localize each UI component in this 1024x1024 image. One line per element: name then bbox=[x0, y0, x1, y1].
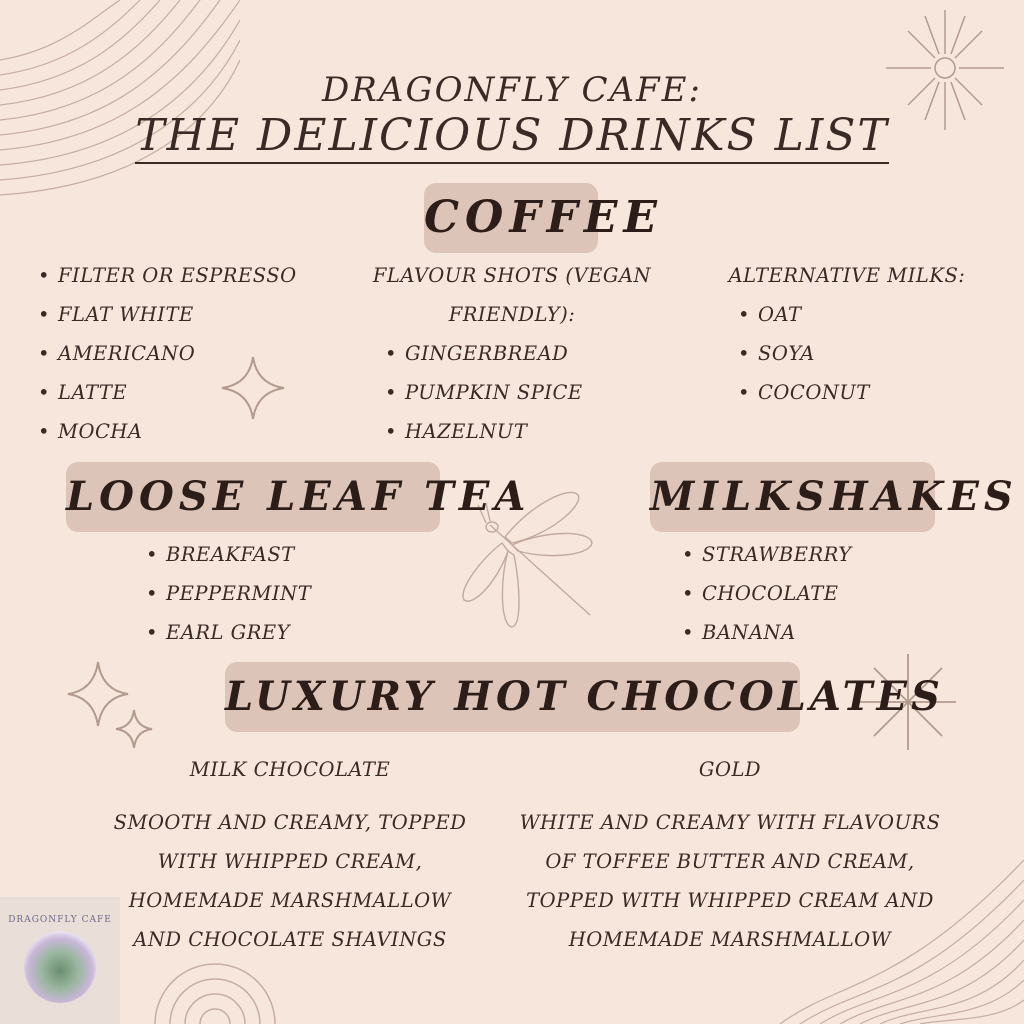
coffee-heading: COFFEE bbox=[424, 183, 598, 253]
list-item: • OAT bbox=[738, 295, 870, 334]
logo-text: DRAGONFLY CAFE bbox=[8, 915, 112, 925]
list-item: • PUMPKIN SPICE bbox=[385, 373, 583, 412]
gold-title: GOLD bbox=[698, 758, 762, 781]
tea-list bbox=[146, 535, 311, 652]
description-line: SMOOTH AND CREAMY, TOPPED bbox=[113, 811, 467, 834]
description-line: WITH WHIPPED CREAM, bbox=[157, 850, 423, 873]
milkshakes-heading: MILKSHAKES bbox=[650, 462, 935, 532]
description-line: OF TOFFEE BUTTER AND CREAM, bbox=[545, 850, 915, 873]
flavour-shots-list bbox=[385, 334, 583, 451]
list-item: • FILTER OR ESPRESSO bbox=[38, 256, 297, 295]
alternative-milks-title: ALTERNATIVE MILKS: bbox=[728, 264, 966, 287]
list-item: • FLAT WHITE bbox=[38, 295, 297, 334]
list-item: • EARL GREY bbox=[146, 613, 311, 652]
sparkle-pair-icon bbox=[66, 660, 156, 750]
list-item: • AMERICANO bbox=[38, 334, 297, 373]
flavour-shots-title-line2: FRIENDLY): bbox=[448, 303, 576, 326]
list-item: • SOYA bbox=[738, 334, 870, 373]
list-item: • MOCHA bbox=[38, 412, 297, 451]
cafe-name-title: DRAGONFLY CAFE: bbox=[322, 70, 702, 110]
alternative-milks-list bbox=[738, 295, 870, 412]
list-item: • CHOCOLATE bbox=[682, 574, 852, 613]
description-line: HOMEMADE MARSHMALLOW bbox=[568, 928, 892, 951]
list-item: • BANANA bbox=[682, 613, 852, 652]
milk-chocolate-title: MILK CHOCOLATE bbox=[189, 758, 391, 781]
tea-heading: LOOSE LEAF TEA bbox=[66, 462, 440, 532]
menu-title-text: THE DELICIOUS DRINKS LIST bbox=[135, 112, 889, 164]
hot-chocolates-heading: LUXURY HOT CHOCOLATES bbox=[225, 662, 800, 732]
list-item: • LATTE bbox=[38, 373, 297, 412]
arcs-bottom bbox=[140, 960, 290, 1024]
milkshakes-list bbox=[682, 535, 852, 652]
list-item: • STRAWBERRY bbox=[682, 535, 852, 574]
list-item: • BREAKFAST bbox=[146, 535, 311, 574]
list-item: • PEPPERMINT bbox=[146, 574, 311, 613]
logo-emblem bbox=[24, 931, 96, 1003]
milk-chocolate-description bbox=[100, 803, 480, 959]
list-item: • COCONUT bbox=[738, 373, 870, 412]
gold-description bbox=[505, 803, 955, 959]
menu-title bbox=[0, 112, 1024, 164]
description-line: WHITE AND CREAMY WITH FLAVOURS bbox=[519, 811, 941, 834]
flavour-shots-title-line1: FLAVOUR SHOTS (VEGAN bbox=[372, 264, 652, 287]
coffee-drink-list bbox=[38, 256, 297, 451]
list-item: • HAZELNUT bbox=[385, 412, 583, 451]
description-line: AND CHOCOLATE SHAVINGS bbox=[133, 928, 447, 951]
list-item: • GINGERBREAD bbox=[385, 334, 583, 373]
cafe-logo bbox=[0, 897, 120, 1024]
description-line: HOMEMADE MARSHMALLOW bbox=[128, 889, 452, 912]
description-line: TOPPED WITH WHIPPED CREAM AND bbox=[526, 889, 934, 912]
